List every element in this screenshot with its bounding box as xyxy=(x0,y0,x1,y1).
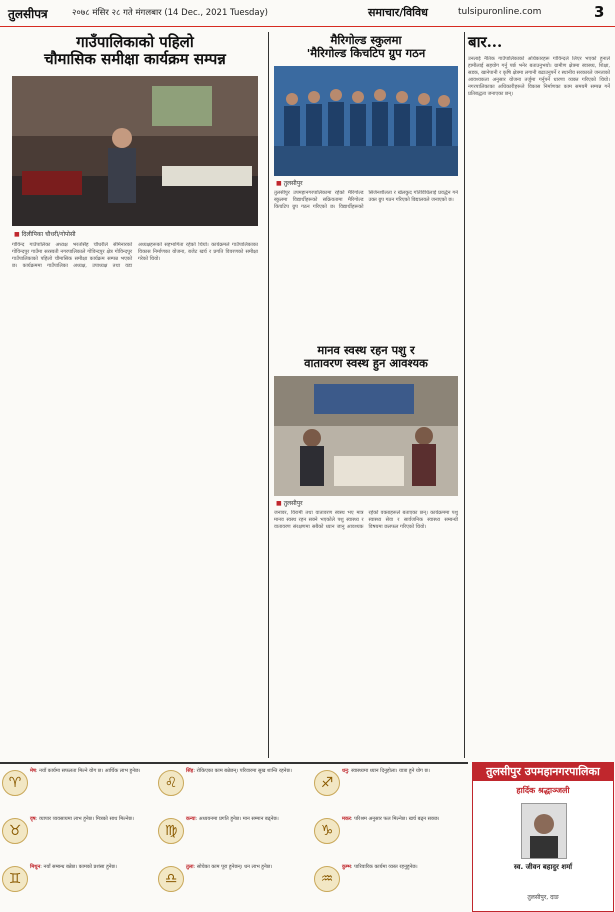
article-2 xyxy=(272,32,460,342)
horoscope-item: ♑ मकर: परिश्रम अनुसार फल मिल्नेछ। खर्च बढ्न सक्छ। xyxy=(312,814,464,860)
article-2-caption: ■ तुलसीपुर xyxy=(276,180,303,187)
site-url[interactable]: tulsipuronline.com xyxy=(458,7,542,17)
article-2-photo xyxy=(274,66,458,176)
horoscope-item: ♍ कन्या: अध्ययनमा प्रगति हुनेछ। मान सम्मान बढ्नेछ। xyxy=(156,814,308,860)
aquarius-icon: ♒ xyxy=(314,866,340,892)
virgo-icon: ♍ xyxy=(158,818,184,844)
horoscope-item: ♌ सिंह: रोकिएका काम बन्नेछन्। परिवारमा सुख शान्ति रहनेछ। xyxy=(156,766,308,812)
article-1-byline: ■ दिलीपिका चौधरी/गोपोसी xyxy=(14,231,76,238)
article-2-body: तुलसीपुर उपमहानगरपालिकामा रहेको मैरिगोल्ड स्कुलमा विद्यार्थीहरूको सक्रियतामा मैरिगोल्ड किचटिप ग्रुप गठन गरिएको छ। विद्यार्थीहरूको सिर्जनशीलता र खेलकुद गतिविधिलाई प्रवर्द्धन गर्न उक्त ग्रुप गठन गरिएको विद्यालयले जनाएको छ। xyxy=(274,190,458,210)
aries-icon: ♈ xyxy=(2,770,28,796)
condolence-advert xyxy=(472,762,614,912)
article-4-title: बार... xyxy=(468,33,503,51)
article-3-photo xyxy=(274,376,458,496)
article-1-body: गोविन्द गाउँपालिका अध्यक्ष भरतसिंह चौधरीले सेमिनारको गोविन्दपुर गाउँमा सरस्वती नगरपालिकाले गोविन्दपुर क्षेत्र गोविन्दपुर गाउँपालिकाको पहिलो चौमासिक समीक्षा कार्यक्रम सम्पन्न भएको छ। कार्यक्रममा गाउँपालिका अध्यक्ष, उपाध्यक्ष तथा वडा अध्यक्षहरूको सहभागिता रहेको थियो। कार्यक्रमले गाउँपालिकाका विकास निर्माणका योजना, बजेट खर्च र प्रगति विवरणको समीक्षा गरेको थियो। xyxy=(12,242,258,269)
taurus-icon: ♉ xyxy=(2,818,28,844)
horoscope-item: ♒ कुम्भ: पारिवारिक कार्यमा व्यस्त रहनुहुनेछ। xyxy=(312,862,464,908)
advert-footer: तुलसीपुर, दाङ xyxy=(527,894,559,901)
page-header xyxy=(0,0,615,27)
article-1-title-2: चौमासिक समीक्षा कार्यक्रम सम्पन्न xyxy=(44,50,226,69)
article-1 xyxy=(6,32,264,758)
advert-person: स्व. जीवन बहादुर शर्मा xyxy=(513,863,573,871)
advert-body: हार्दिक श्रद्धाञ्जली xyxy=(516,786,570,795)
section-name: समाचार/विविध xyxy=(368,6,428,19)
horoscope-item: ♎ तुला: सोचेका काम पूरा हुनेछन्। धन लाभ हुनेछ। xyxy=(156,862,308,908)
horoscope-item: ♈ मेष: नयाँ कार्यमा सफलता मिल्ने योग छ। आर्थिक लाभ हुनेछ। xyxy=(0,766,152,812)
horoscope-section xyxy=(0,762,468,912)
sagittarius-icon: ♐ xyxy=(314,770,340,796)
date-line: २०७८ मंसिर २८ गते मंगलबार (14 Dec., 2021 Tuesday) xyxy=(72,8,268,18)
horoscope-item: ♉ वृष: व्यापार व्यवसायमा लाभ हुनेछ। मित्रको साथ मिल्नेछ। xyxy=(0,814,152,860)
article-4-body: उनलाई नैतिक गाउँपालिकाको अधिकारहरू गोविन्दले लिएर भएको हुनाले हामीलाई सहयोग गर्नु पर्छ भनेर बताउनुभयो। ग्रामीण क्षेत्रमा स्वास्थ्य, शिक्षा, सडक, खानेपानी र कृषि क्षेत्रमा लगानी बढाउनुपर्ने र स्थानीय सरकारले जनताको आवश्यकता अनुसार योजना तर्जुमा गर्नुपर्ने धारणा व्यक्त गरिएको थियो। नगरपालिकाका अधिकारीहरूले विकास निर्माणका काम समयमै सम्पन्न गर्ने प्रतिबद्धता जनाएका छन्। xyxy=(468,56,610,97)
gemini-icon: ♊ xyxy=(2,866,28,892)
publication-name: तुलसीपत्र xyxy=(8,7,48,21)
advert-title: तुलसीपुर उपमहानगरपालिका xyxy=(473,763,613,781)
leo-icon: ♌ xyxy=(158,770,184,796)
article-3-body: जनावर, विरामी तथा वातावरण स्वस्थ भए मात्र मानव स्वस्थ रहन सक्ने भएकोले पशु स्वास्थ्य र वातावरण संरक्षणमा सबैको ध्यान जानु आवश्यक रहेको वक्ताहरूले बताएका छन्। कार्यक्रममा पशु स्वास्थ्य सेवा र सार्वजनिक स्वास्थ्य सम्बन्धी विषयमा छलफल गरिएको थियो। xyxy=(274,510,458,530)
article-2-title-2: 'मैरिगोल्ड किचटिप ग्रुप गठन xyxy=(306,46,426,61)
article-1-title-1: गाउँपालिकाको पहिलो xyxy=(76,33,194,51)
horoscope-item: ♐ धनु: स्वास्थ्यमा ध्यान दिनुहोला। यात्रा हुने योग छ। xyxy=(312,766,464,812)
page-number: 3 xyxy=(594,3,605,21)
advert-portrait xyxy=(521,803,567,859)
article-4 xyxy=(468,32,610,758)
article-3-caption: ■ तुलसीपुर xyxy=(276,500,303,507)
capricorn-icon: ♑ xyxy=(314,818,340,844)
article-2-title-1: मैरिगोल्ड स्कुलमा xyxy=(330,33,402,47)
article-3-title-2: वातावरण स्वस्थ हुन आवश्यक xyxy=(304,356,428,371)
article-3-title-1: मानव स्वस्थ रहन पशु र xyxy=(317,343,415,357)
libra-icon: ♎ xyxy=(158,866,184,892)
horoscope-item: ♊ मिथुन: नयाँ सम्बन्ध बन्नेछ। कामको प्रशंसा हुनेछ। xyxy=(0,862,152,908)
article-3 xyxy=(272,344,460,758)
article-1-photo xyxy=(12,76,258,226)
